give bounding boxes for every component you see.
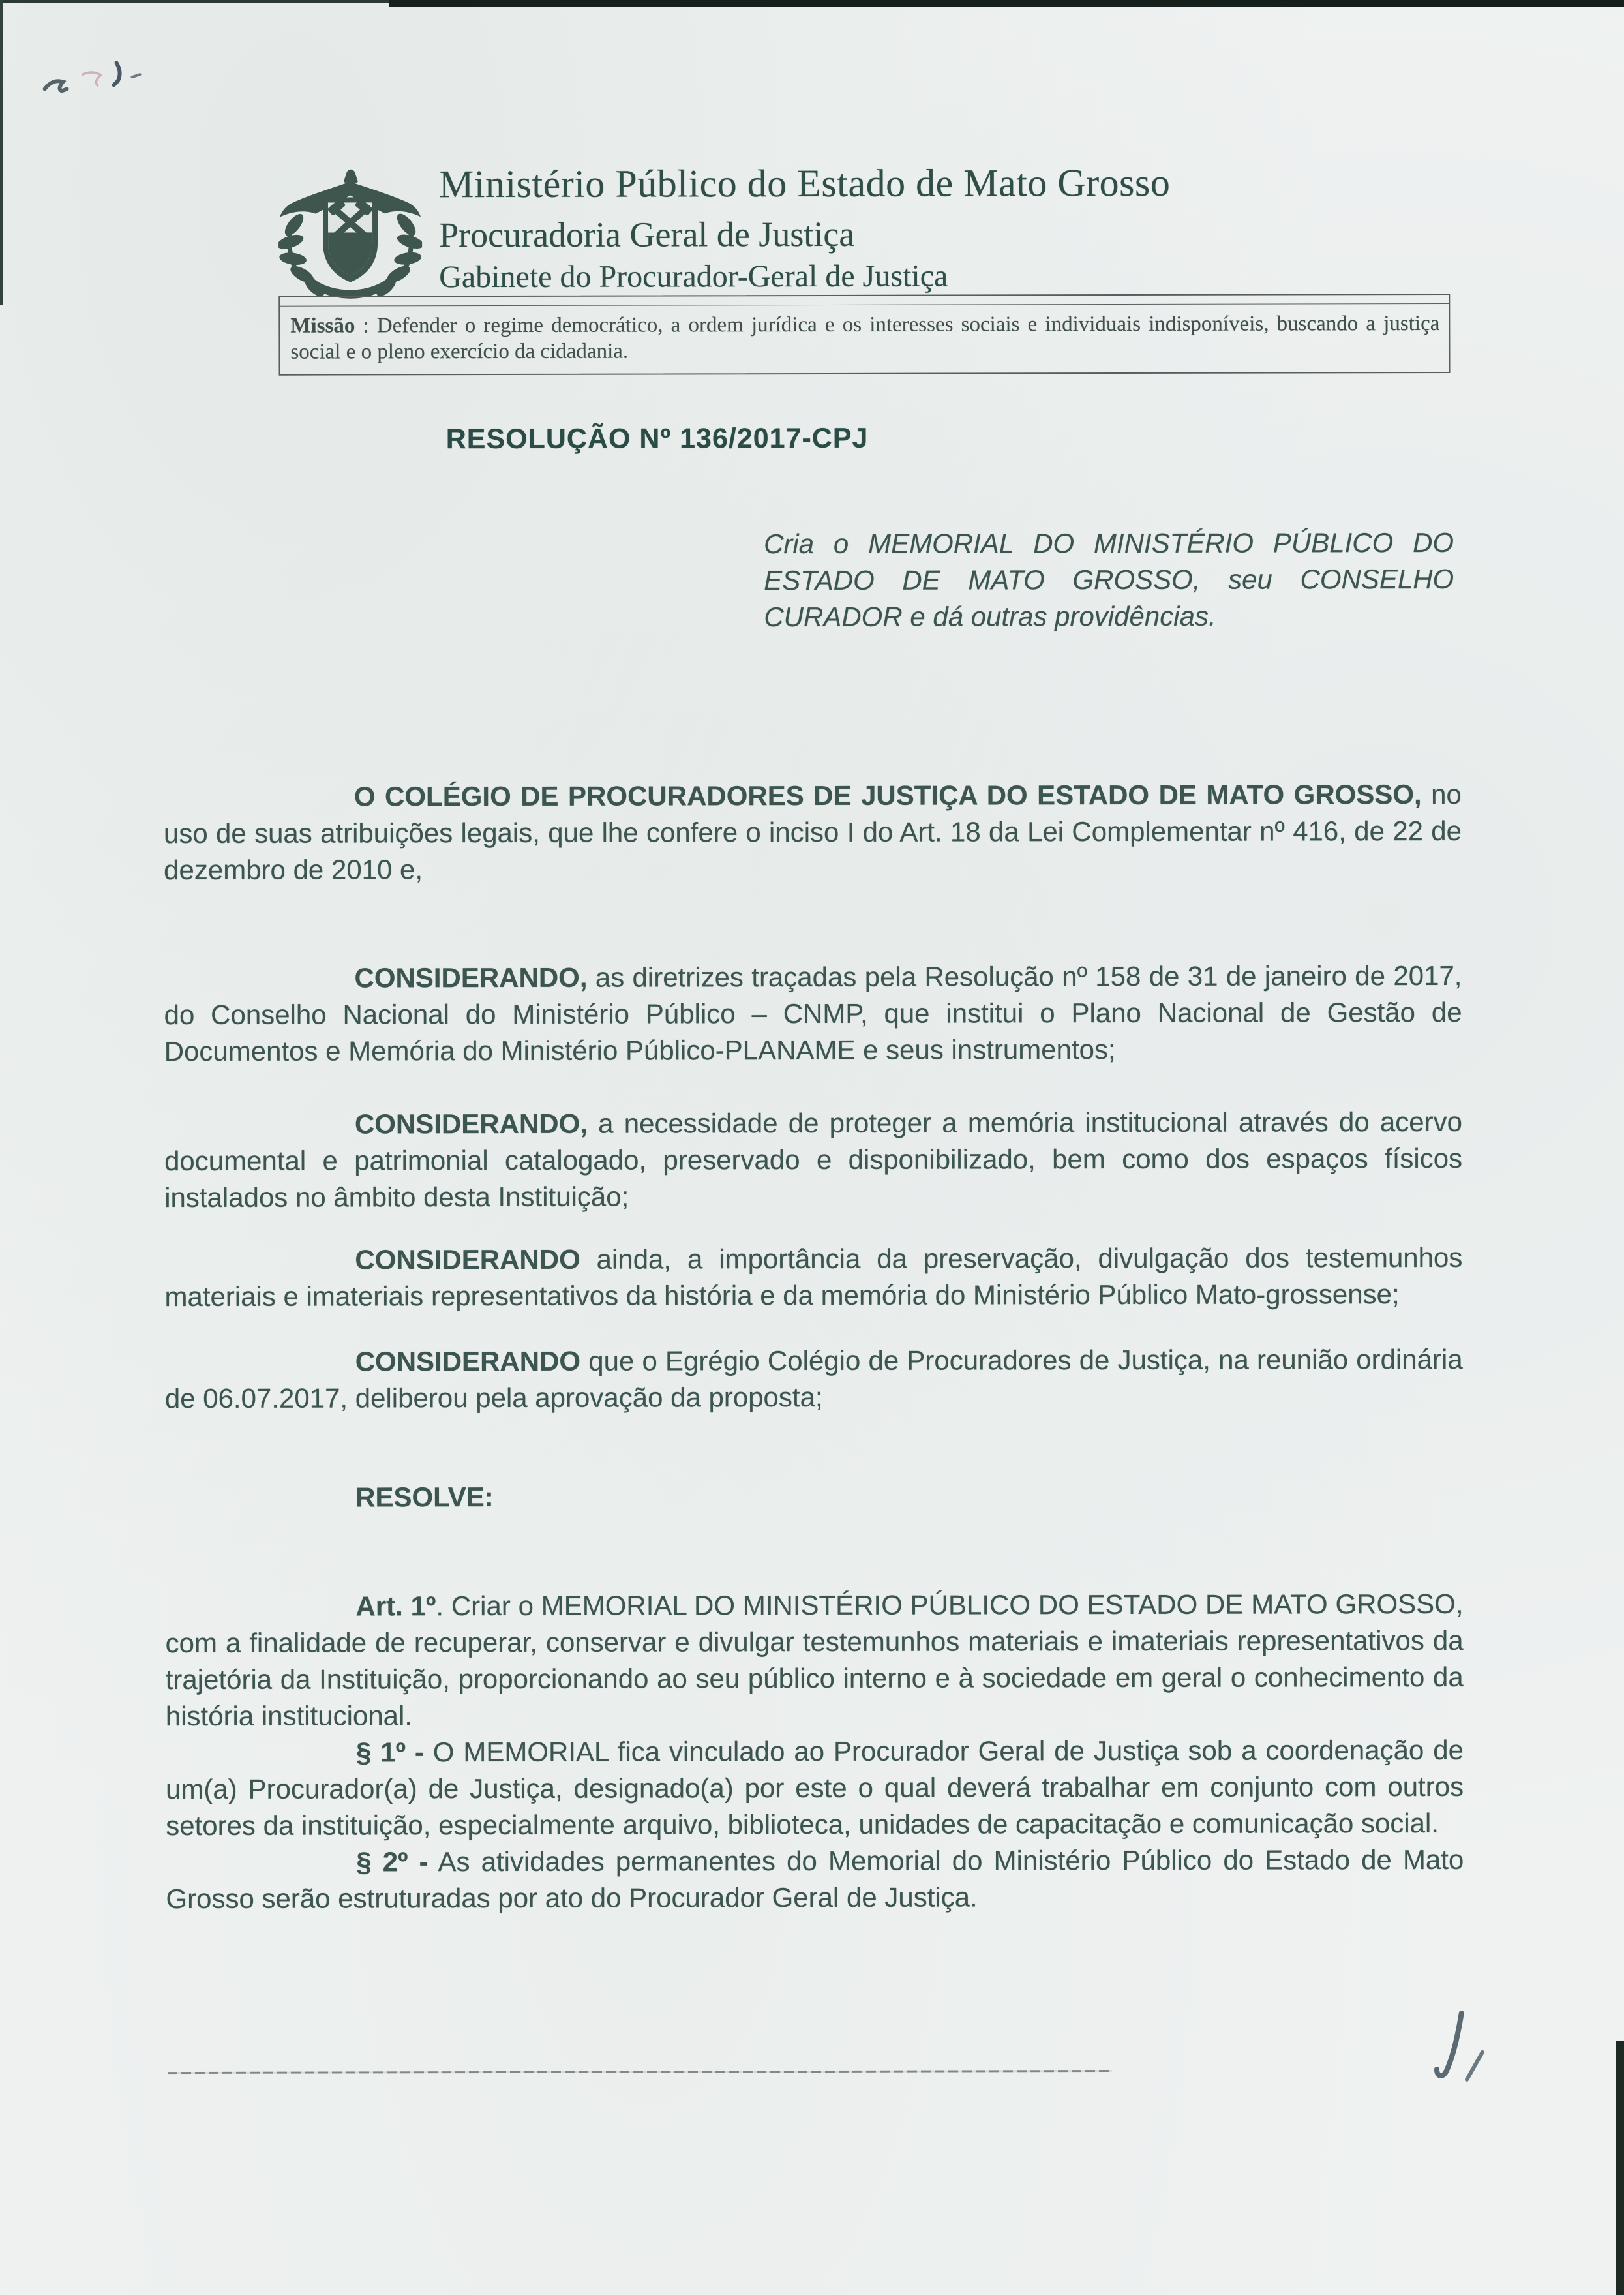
paragraph-text: ainda, a importância da preservação, divulgação dos testemunhos materiais e imateriais representativos da história e da memória do Ministério Público Mato-grossense;: [164, 1241, 1463, 1313]
paragraph-lead: O COLÉGIO DE PROCURADORES DE JUSTIÇA DO ESTADO DE MATO GROSSO,: [353, 779, 1422, 812]
paragraph-text: as diretrizes traçadas pela Resolução nº 158 de 31 de janeiro de 2017, do Conselho Nacional do Ministério Público – CNMP, que institui o Plano Nacional de Gestão de Documentos e Memória do Ministério Público-PLANAME e seus instrumentos;: [164, 960, 1462, 1067]
paragraph-lead: CONSIDERANDO,: [354, 1108, 588, 1140]
paragraph-text: a necessidade de proteger a memória institucional através do acervo documental e patrimonial catalogado, preservado e disponibilizado, bem como dos espaços físicos instalados no âmbito desta Instituição;: [164, 1106, 1463, 1213]
article-lead: § 2º -: [356, 1846, 429, 1877]
considerando-paragraph-3: [164, 1239, 1462, 1315]
paragraph-text: que o Egrégio Colégio de Procuradores de Justiça, na reunião ordinária de 06.07.2017, deliberou pela aprovação da proposta;: [164, 1343, 1463, 1414]
org-name-line1: Ministério Público do Estado de Mato Grosso: [438, 160, 1171, 206]
paragraph-text: no uso de suas atribuições legais, que lhe confere o inciso I do Art. 18 da Lei Complementar nº 416, de 22 de dezembro de 2010 e,: [163, 778, 1462, 886]
article-text: . Criar o MEMORIAL DO MINISTÉRIO PÚBLICO DO ESTADO DE MATO GROSSO, com a finalidade de recuperar, conservar e divulgar testemunhos materiais e imateriais representativos da trajetória da Instituição, proporcionando ao seu público interno e à sociedade em geral o conhecimento da história institucional.: [165, 1588, 1464, 1732]
org-name-line3: Gabinete do Procurador-Geral de Justiça: [439, 258, 948, 295]
handwritten-check-mark: [1422, 2007, 1501, 2091]
paragraph-lead: CONSIDERANDO: [355, 1243, 580, 1275]
resolution-summary: Cria o MEMORIAL DO MINISTÉRIO PÚBLICO DO ESTADO DE MATO GROSSO, seu CONSELHO CURADOR e dá outras providências.: [764, 526, 1454, 633]
considerando-paragraph-2: [164, 1104, 1462, 1216]
considerando-paragraph-4: [165, 1341, 1463, 1417]
article-1: [165, 1586, 1463, 1735]
article-1-paragraph-1: [166, 1732, 1464, 1844]
org-name-line2: Procuradoria Geral de Justiça: [439, 214, 855, 255]
paragraph-lead: CONSIDERANDO,: [354, 962, 588, 994]
resolution-title: RESOLUÇÃO Nº 136/2017-CPJ: [445, 422, 869, 455]
coat-of-arms-mato-grosso-icon: [278, 159, 422, 301]
paragraph-lead: CONSIDERANDO: [355, 1345, 581, 1377]
article-lead: Art. 1º: [355, 1590, 436, 1622]
mission-statement-box: [278, 294, 1450, 376]
article-lead: § 1º -: [355, 1737, 424, 1768]
article-1-paragraph-2: [166, 1842, 1464, 1917]
mission-text: : Defender o regime democrático, a ordem jurídica e os interesses sociais e individuais indisponíveis, buscando a justiça social e o pleno exercício da cidadania.: [290, 311, 1440, 364]
article-text: O MEMORIAL fica vinculado ao Procurador Geral de Justiça sob a coordenação de um(a) Procurador(a) de Justiça, designado(a) por este o qual deverá trabalhar em conjunto com outros setores da instituição, especialmente arquivo, biblioteca, unidades de capacitação e comunicação social.: [166, 1734, 1464, 1842]
article-text: As atividades permanentes do Memorial do Ministério Público do Estado de Mato Grosso serão estruturadas por ato do Procurador Geral de Justiça.: [166, 1844, 1464, 1915]
mission-statement: [290, 311, 1439, 365]
mission-label: Missão: [290, 314, 355, 338]
considerando-paragraph-1: [164, 958, 1462, 1070]
resolve-label: RESOLVE:: [355, 1482, 494, 1513]
preamble-paragraph: [164, 776, 1462, 889]
pencil-rule-line: [168, 2070, 1112, 2074]
handwritten-scribble-mark: [35, 48, 172, 110]
resolution-body: [164, 776, 1464, 1917]
letterhead: [439, 155, 1496, 296]
